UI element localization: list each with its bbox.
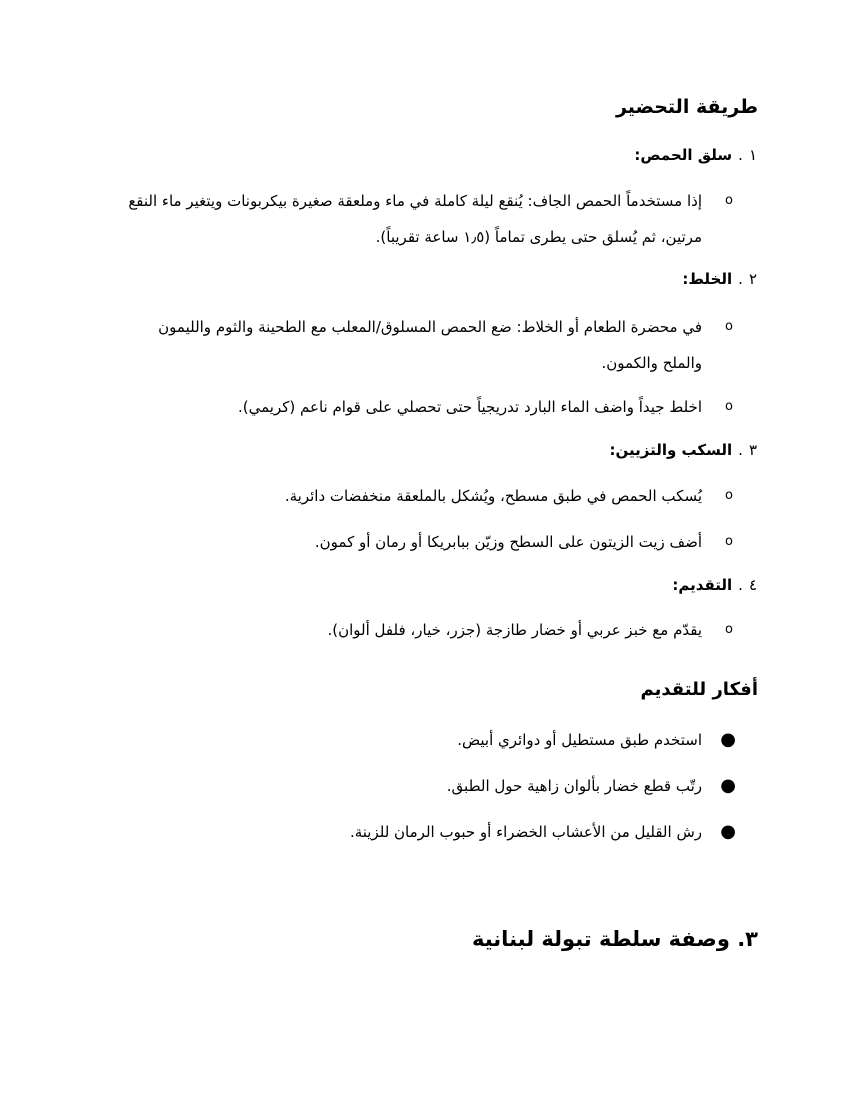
preparation-heading: طريقة التحضير	[615, 96, 758, 118]
step-separator: .	[738, 146, 743, 164]
circle-marker-icon: o	[725, 622, 733, 637]
serving-ideas-heading: أفكار للتقديم	[640, 679, 758, 700]
step-item-text: اخلط جيداً واضف الماء البارد تدريجياً حتى تحصلي على قوام ناعم (كريمي).	[238, 398, 702, 416]
list-item	[327, 612, 733, 648]
bullet-icon: ●	[720, 821, 736, 842]
step-number: ٢	[748, 270, 757, 288]
circle-marker-icon: o	[725, 319, 733, 334]
step-2-heading	[682, 272, 757, 287]
step-title: الخلط:	[682, 270, 733, 288]
step-number: ٤	[748, 576, 757, 594]
step-item-text: في محضرة الطعام أو الخلاط: ضع الحمص المسلوق/المعلب مع الطحينة والثوم والليمون والملح والكمون.	[158, 318, 702, 372]
step-4-heading	[672, 578, 757, 593]
step-separator: .	[738, 270, 743, 288]
list-item	[140, 309, 733, 381]
bullet-item	[446, 768, 736, 804]
circle-marker-icon: o	[725, 399, 733, 414]
list-item	[238, 389, 733, 425]
step-1-heading	[634, 148, 757, 163]
step-item-text: يُسكب الحمص في طبق مسطح، ويُشكل بالملعقة منخفضات دائرية.	[284, 487, 702, 505]
list-item	[284, 478, 733, 514]
bullet-icon: ●	[720, 775, 736, 796]
bullet-text: رش القليل من الأعشاب الخضراء أو حبوب الرمان للزينة.	[349, 823, 702, 841]
step-title: سلق الحمص:	[634, 146, 733, 164]
circle-marker-icon: o	[725, 534, 733, 549]
step-number: ٣	[748, 441, 757, 459]
step-item-text: إذا مستخدماً الحمص الجاف: يُنقع ليلة كاملة في ماء وملعقة صغيرة بيكربونات ويتغير ماء النقع مرتين، ثم يُسلق حتى يطرى تماماً (١٫٥ ساعة تقريباً).	[128, 192, 702, 246]
bullet-text: رتّب قطع خضار بألوان زاهية حول الطبق.	[446, 777, 702, 795]
step-3-heading	[609, 443, 757, 458]
circle-marker-icon: o	[725, 488, 733, 503]
list-item	[110, 183, 733, 255]
step-title: السكب والتزيين:	[609, 441, 733, 459]
bullet-text: استخدم طبق مستطيل أو دوائري أبيض.	[457, 731, 702, 749]
step-separator: .	[738, 441, 743, 459]
step-item-text: أضف زيت الزيتون على السطح وزيّن ببابريكا أو رمان أو كمون.	[314, 533, 702, 551]
next-recipe-heading: ٣. وصفة سلطة تبولة لبنانية	[471, 927, 758, 951]
bullet-item	[457, 722, 736, 758]
step-number: ١	[748, 146, 757, 164]
list-item	[314, 524, 733, 560]
bullet-icon: ●	[720, 729, 736, 750]
step-separator: .	[738, 576, 743, 594]
step-item-text: يقدّم مع خبز عربي أو خضار طازجة (جزر، خيار، فلفل ألوان).	[327, 621, 702, 639]
step-title: التقديم:	[672, 576, 733, 594]
circle-marker-icon: o	[725, 193, 733, 208]
bullet-item	[349, 814, 736, 850]
